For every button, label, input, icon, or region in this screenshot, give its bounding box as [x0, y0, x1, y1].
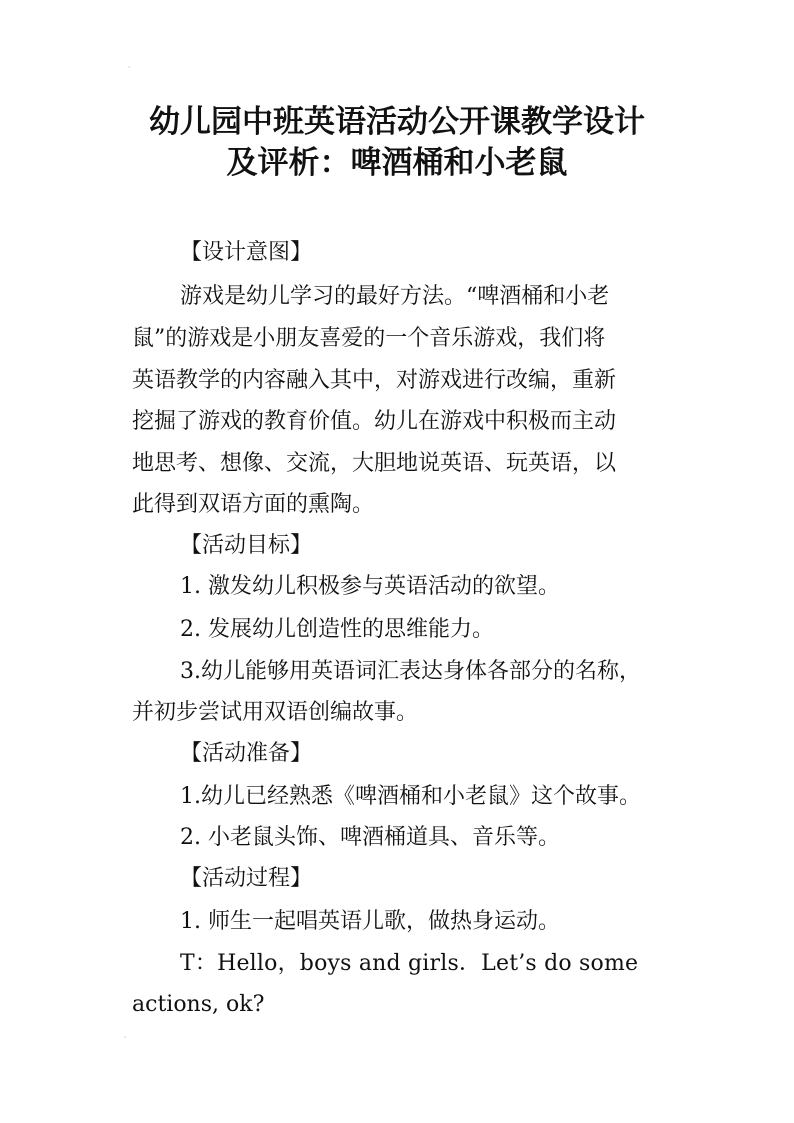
corner-mark-top: ⸱ — [128, 63, 131, 73]
list-item: 2. 小老鼠头饰、啤酒桶道具、音乐等。 — [180, 825, 560, 850]
dialog-line: actions, ok? — [132, 992, 265, 1017]
page-title-line1: 幼儿园中班英语活动公开课教学设计 — [149, 104, 645, 140]
paragraph-line: 鼠”的游戏是小朋友喜爱的一个音乐游戏，我们将 — [132, 326, 606, 351]
section-heading-process: 【活动过程】 — [180, 866, 313, 891]
list-item: 1. 激发幼儿积极参与英语活动的欲望。 — [180, 574, 560, 599]
list-item: 2. 发展幼儿创造性的思维能力。 — [180, 617, 494, 642]
paragraph-line: 游戏是幼儿学习的最好方法。“啤酒桶和小老 — [180, 284, 610, 309]
dialog-line: T：Hello，boys and girls．Let’s do some — [180, 951, 639, 976]
page-title-line2: 及评析：啤酒桶和小老鼠 — [226, 145, 568, 181]
corner-mark-bottom: ⸱ — [124, 1033, 127, 1043]
paragraph-line: 此得到双语方面的熏陶。 — [132, 492, 375, 517]
paragraph-line: 地思考、想像、交流，大胆地说英语、玩英语，以 — [132, 451, 617, 476]
list-item: 1.幼儿已经熟悉《啤酒桶和小老鼠》这个故事。 — [180, 784, 641, 809]
paragraph-line: 挖掘了游戏的教育价值。幼儿在游戏中积极而主动 — [132, 409, 617, 434]
paragraph-line: 英语教学的内容融入其中，对游戏进行改编，重新 — [132, 368, 617, 393]
section-heading-goals: 【活动目标】 — [180, 533, 313, 558]
list-item: 3.幼儿能够用英语词汇表达身体各部分的名称， — [180, 659, 641, 684]
section-heading-intent: 【设计意图】 — [180, 240, 313, 265]
list-item-continued: 并初步尝试用双语创编故事。 — [132, 700, 419, 725]
list-item: 1. 师生一起唱英语儿歌，做热身运动。 — [180, 909, 560, 934]
section-heading-preparation: 【活动准备】 — [180, 741, 313, 766]
